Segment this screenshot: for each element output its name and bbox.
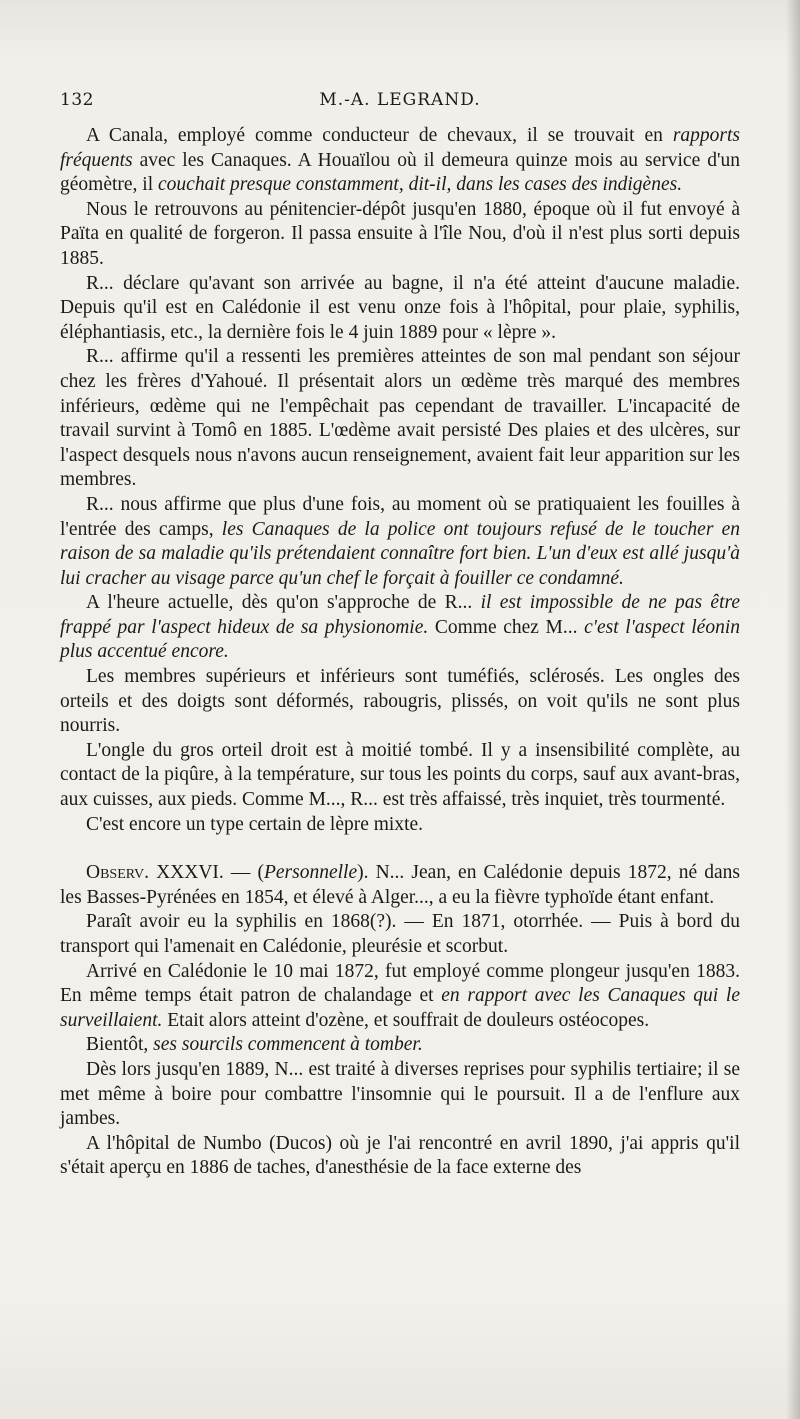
paragraph-5 <box>60 493 740 591</box>
text-run: R... affirme qu'il a ressenti les premières atteintes de son mal pendant son séjour chez les frères d'Yahoué. Il présentait alors un œdème très marqué des membres inférieurs, œdème qui ne l'empêchait pas cependant de travailler. L'incapacité de travail survint à Tomô en 1885. L'œdème avait persisté Des plaies et des ulcères, sur l'aspect desquels nous n'avons aucun renseignement, avaient fait leur apparition sur les membres. <box>60 346 740 491</box>
page-header <box>60 90 740 116</box>
paragraph-8 <box>60 739 740 813</box>
italic-run: les Canaques de la police ont toujours refusé de le toucher en raison de sa maladie qu'ils prétendaient connaître fort bien. L'un d'eux est allé jusqu'à lui cracher au visage parce qu'un chef le forçait à fouiller ce condamné. <box>60 518 740 589</box>
text-run: Etait alors atteint d'ozène, et souffrait de douleurs ostéocopes. <box>162 1009 650 1031</box>
italic-run: il est impossible de ne pas être frappé par l'aspect hideux de sa physionomie. <box>60 592 741 638</box>
paragraph-15 <box>60 1132 740 1181</box>
text-run: Bientôt, <box>86 1034 154 1056</box>
paragraph-13 <box>60 1033 740 1058</box>
text-run: Comme chez M... <box>428 616 585 638</box>
page-number: 132 <box>60 90 94 110</box>
text-run: Nous le retrouvons au pénitencier-dépôt jusqu'en 1880, époque où il fut envoyé à Païta en qualité de forgeron. Il passa ensuite à l'île Nou, d'où il n'est plus sorti depuis 1885. <box>60 198 740 269</box>
italic-run: rapports fréquents <box>60 125 740 171</box>
text-run: avec les Canaques. A Houaïlou où il demeura quinze mois au service d'un géomètre, il <box>60 149 740 196</box>
page-edge-shadow <box>786 0 800 1419</box>
text-run: A Canala, employé comme conducteur de chevaux, il se trouvait en <box>86 125 673 146</box>
paragraph-11 <box>60 910 740 959</box>
text-run: A l'hôpital de Numbo (Ducos) où je l'ai rencontré en avril 1890, j'ai appris qu'il s'était aperçu en 1886 de taches, d'anesthésie de la face externe des <box>60 1132 740 1179</box>
text-run: Arrivé en Calédonie le 10 mai 1872, fut employé comme plongeur jusqu'en 1883. En même temps était patron de chalandage et <box>60 960 740 1007</box>
paragraph-3 <box>60 272 740 346</box>
body-text <box>60 124 740 1181</box>
text-run: A l'heure actuelle, dès qu'on s'approche de R... <box>86 592 481 614</box>
text-run: Dès lors jusqu'en 1889, N... est traité à diverses reprises pour syphilis tertiaire; il se met même à boire pour combattre l'insomnie qui le poursuit. Il a de l'enflure aux jambes. <box>60 1058 740 1130</box>
paragraph-2 <box>60 198 740 272</box>
text-run: R... déclare qu'avant son arrivée au bagne, il n'a été atteint d'aucune maladie. Depuis qu'il est en Calédonie il est venu onze fois à l'hôpital, pour plaie, syphilis, éléphantiasis, etc., la dernière fois le 4 juin 1889 pour « lèpre ». <box>60 272 740 343</box>
paragraph-7 <box>60 665 740 739</box>
paragraph-6 <box>60 591 740 665</box>
italic-run: Personnelle <box>263 862 358 884</box>
italic-run: ses sourcils commencent à tomber. <box>153 1034 423 1056</box>
paragraph-12 <box>60 960 740 1034</box>
text-run: Les membres supérieurs et inférieurs sont tuméfiés, sclérosés. Les ongles des orteils et des doigts sont déformés, rabougris, plissés, on voit qu'ils ne sont plus nourris. <box>60 666 740 737</box>
italic-run: c'est l'aspect léonin plus accentué encore. <box>60 616 740 663</box>
paragraph-9 <box>60 813 740 838</box>
italic-run: en rapport avec les Canaques qui le surveillaient. <box>60 985 740 1031</box>
paragraph-14 <box>60 1058 740 1132</box>
text-run: R... nous affirme que plus d'une fois, au moment où se pratiquaient les fouilles à l'entrée des camps, <box>60 493 740 540</box>
text-run: L'ongle du gros orteil droit est à moitié tombé. Il y a insensibilité complète, au contact de la piqûre, à la température, sur tous les points du corps, sauf aux avant-bras, aux cuisses, aux pieds. Comme M..., R... est très affaissé, très inquiet, très tourmenté. <box>60 739 740 811</box>
observation-heading-paragraph <box>60 861 740 910</box>
text-run: Paraît avoir eu la syphilis en 1868(?). — En 1871, otorrhée. — Puis à bord du transport qui l'amenait en Calédonie, pleurésie et scorbut. <box>60 911 740 957</box>
text-run: ). N... Jean, en Calédonie depuis 1872, né dans les Basses-Pyrénées en 1854, et élevé à Alger..., a eu la fièvre typhoïde étant enfant. <box>60 862 740 908</box>
text-run: XXXVI. — ( <box>148 862 264 884</box>
paragraph-1 <box>60 124 740 198</box>
running-head: M.-A. LEGRAND. <box>319 90 481 110</box>
paragraph-4 <box>60 345 740 493</box>
text-run: Observ. <box>86 862 149 884</box>
text-run: C'est encore un type certain de lèpre mixte. <box>86 813 424 835</box>
italic-run: couchait presque constamment, dit-il, dans les cases des indigènes. <box>158 174 683 196</box>
